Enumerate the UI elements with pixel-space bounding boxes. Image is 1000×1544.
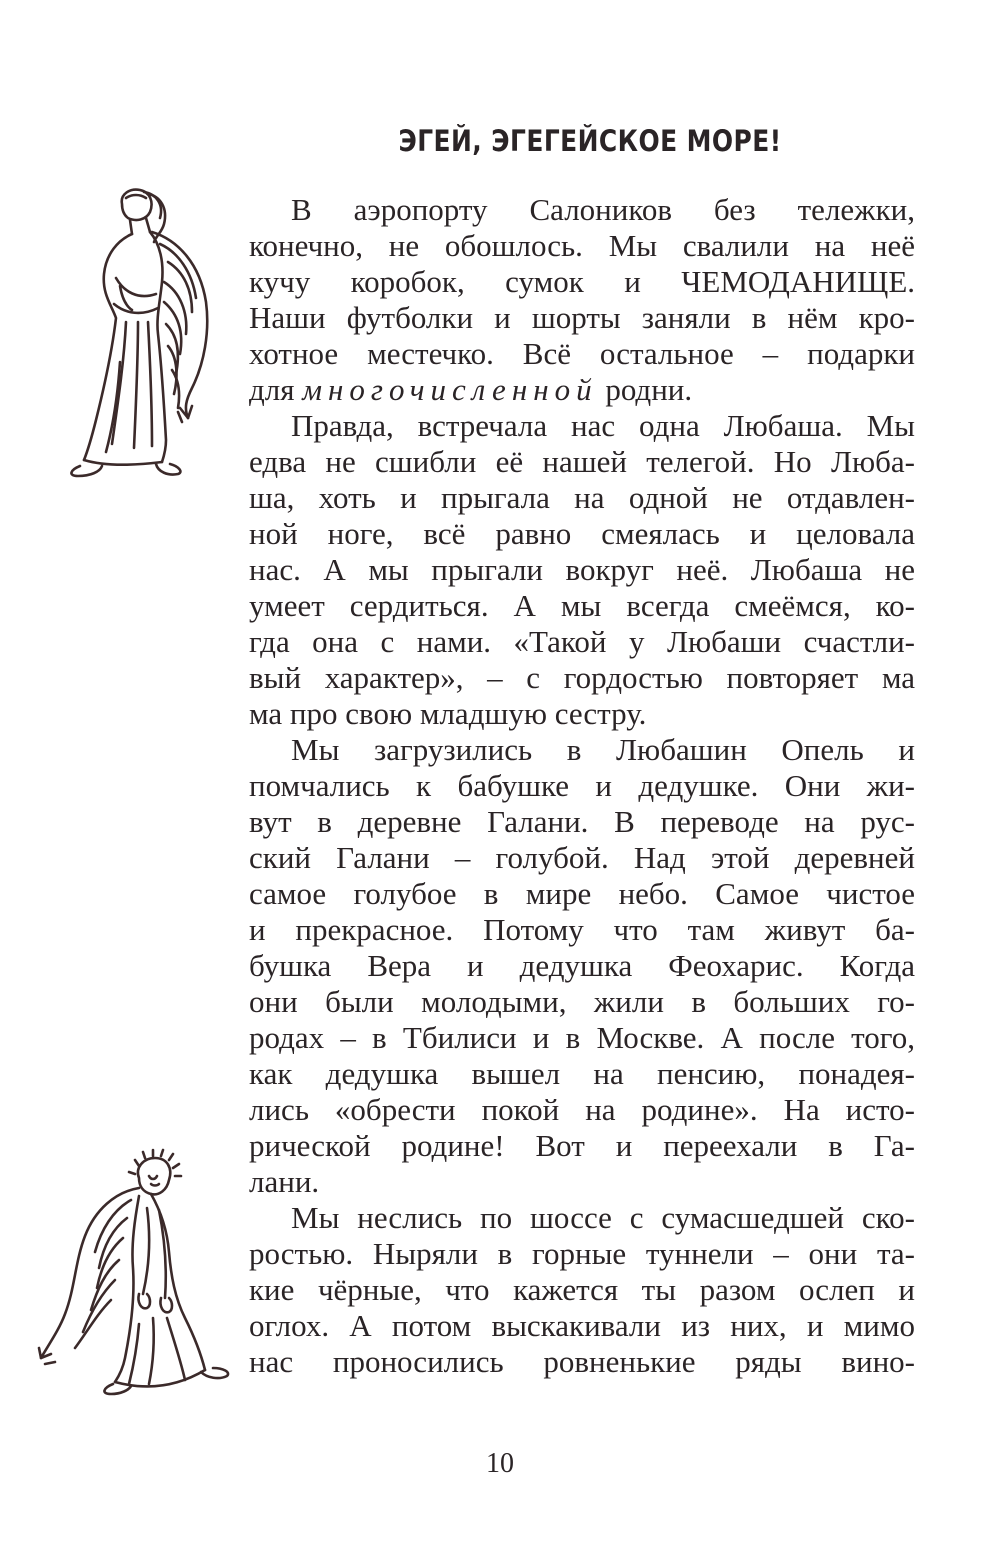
text-line: самое голубое в мире небо. Самое чистое bbox=[249, 876, 915, 911]
text-line: Мы загрузились в Любашин Опель и bbox=[291, 732, 915, 767]
text-line: вут в деревне Галани. В переводе на рус- bbox=[249, 804, 915, 839]
chapter-title: ЭГЕЙ, ЭГЕГЕЙСКОЕ МОРЕ! bbox=[398, 124, 782, 158]
text-line: хотное местечко. Всё остальное – подарки bbox=[249, 336, 915, 371]
text-line: рической родине! Вот и переехали в Га- bbox=[249, 1128, 915, 1163]
text-line: бушка Вера и дедушка Феохарис. Когда bbox=[249, 948, 915, 983]
text-line: Мы неслись по шоссе с сумасшедшей ско- bbox=[291, 1200, 915, 1235]
text-line: гда она с нами. «Такой у Любаши счастли- bbox=[249, 624, 915, 659]
page-number: 10 bbox=[486, 1448, 514, 1479]
text-line: Правда, встречала нас одна Любаша. Мы bbox=[291, 408, 915, 443]
text-line: они были молодыми, жили в больших го- bbox=[249, 984, 915, 1019]
text-line: нас проносились ровненькие ряды вино- bbox=[249, 1344, 915, 1379]
text-line: лани. bbox=[249, 1164, 320, 1199]
text-line: родах – в Тбилиси и в Москве. А после того, bbox=[249, 1020, 915, 1055]
text-line: едва не сшибли её нашей телегой. Но Люба- bbox=[249, 444, 915, 479]
text-line: ростью. Ныряли в горные туннели – они та- bbox=[249, 1236, 915, 1271]
text-line: вый характер», – с гордостью повторяет ма bbox=[249, 660, 915, 695]
text-line: помчались к бабушке и дедушке. Они жи- bbox=[249, 768, 915, 803]
text-line: Наши футболки и шорты заняли в нём кро- bbox=[249, 300, 915, 335]
body-text bbox=[249, 192, 915, 1380]
text-line: ма про свою младшую сестру. bbox=[249, 696, 647, 731]
text-line: оглох. А потом выскакивали из них, и мимо bbox=[249, 1308, 915, 1343]
text-line: В аэропорту Салоников без тележки, bbox=[291, 192, 915, 227]
emphasized-word: многочисленной bbox=[302, 372, 598, 407]
standing-angel-icon bbox=[60, 182, 220, 482]
text-line: и прекрасное. Потому что там живут ба- bbox=[249, 912, 915, 947]
text-line: ский Галани – голубой. Над этой деревней bbox=[249, 840, 915, 875]
text-line: лись «обрести покой на родине». На исто- bbox=[249, 1092, 915, 1127]
text-line: ша, хоть и прыгала на одной не отдавлен- bbox=[249, 480, 915, 515]
line-part: родни. bbox=[597, 372, 693, 407]
text-line: кучу коробок, сумок и ЧЕМОДАНИЩЕ. bbox=[249, 264, 915, 299]
text-line: кие чёрные, что кажется ты разом ослеп и bbox=[249, 1272, 915, 1307]
line-part: для bbox=[249, 372, 303, 407]
text-line: конечно, не обошлось. Мы свалили на неё bbox=[249, 228, 915, 263]
bowing-angel-icon bbox=[35, 1148, 235, 1398]
text-line: ной ноге, всё равно смеялась и целовала bbox=[249, 516, 915, 551]
text-line: умеет сердиться. А мы всегда смеёмся, ко- bbox=[249, 588, 915, 623]
text-line: как дедушка вышел на пенсию, понадея- bbox=[249, 1056, 915, 1091]
text-line: нас. А мы прыгали вокруг неё. Любаша не bbox=[249, 552, 915, 587]
text-line-emphasis bbox=[249, 372, 915, 408]
